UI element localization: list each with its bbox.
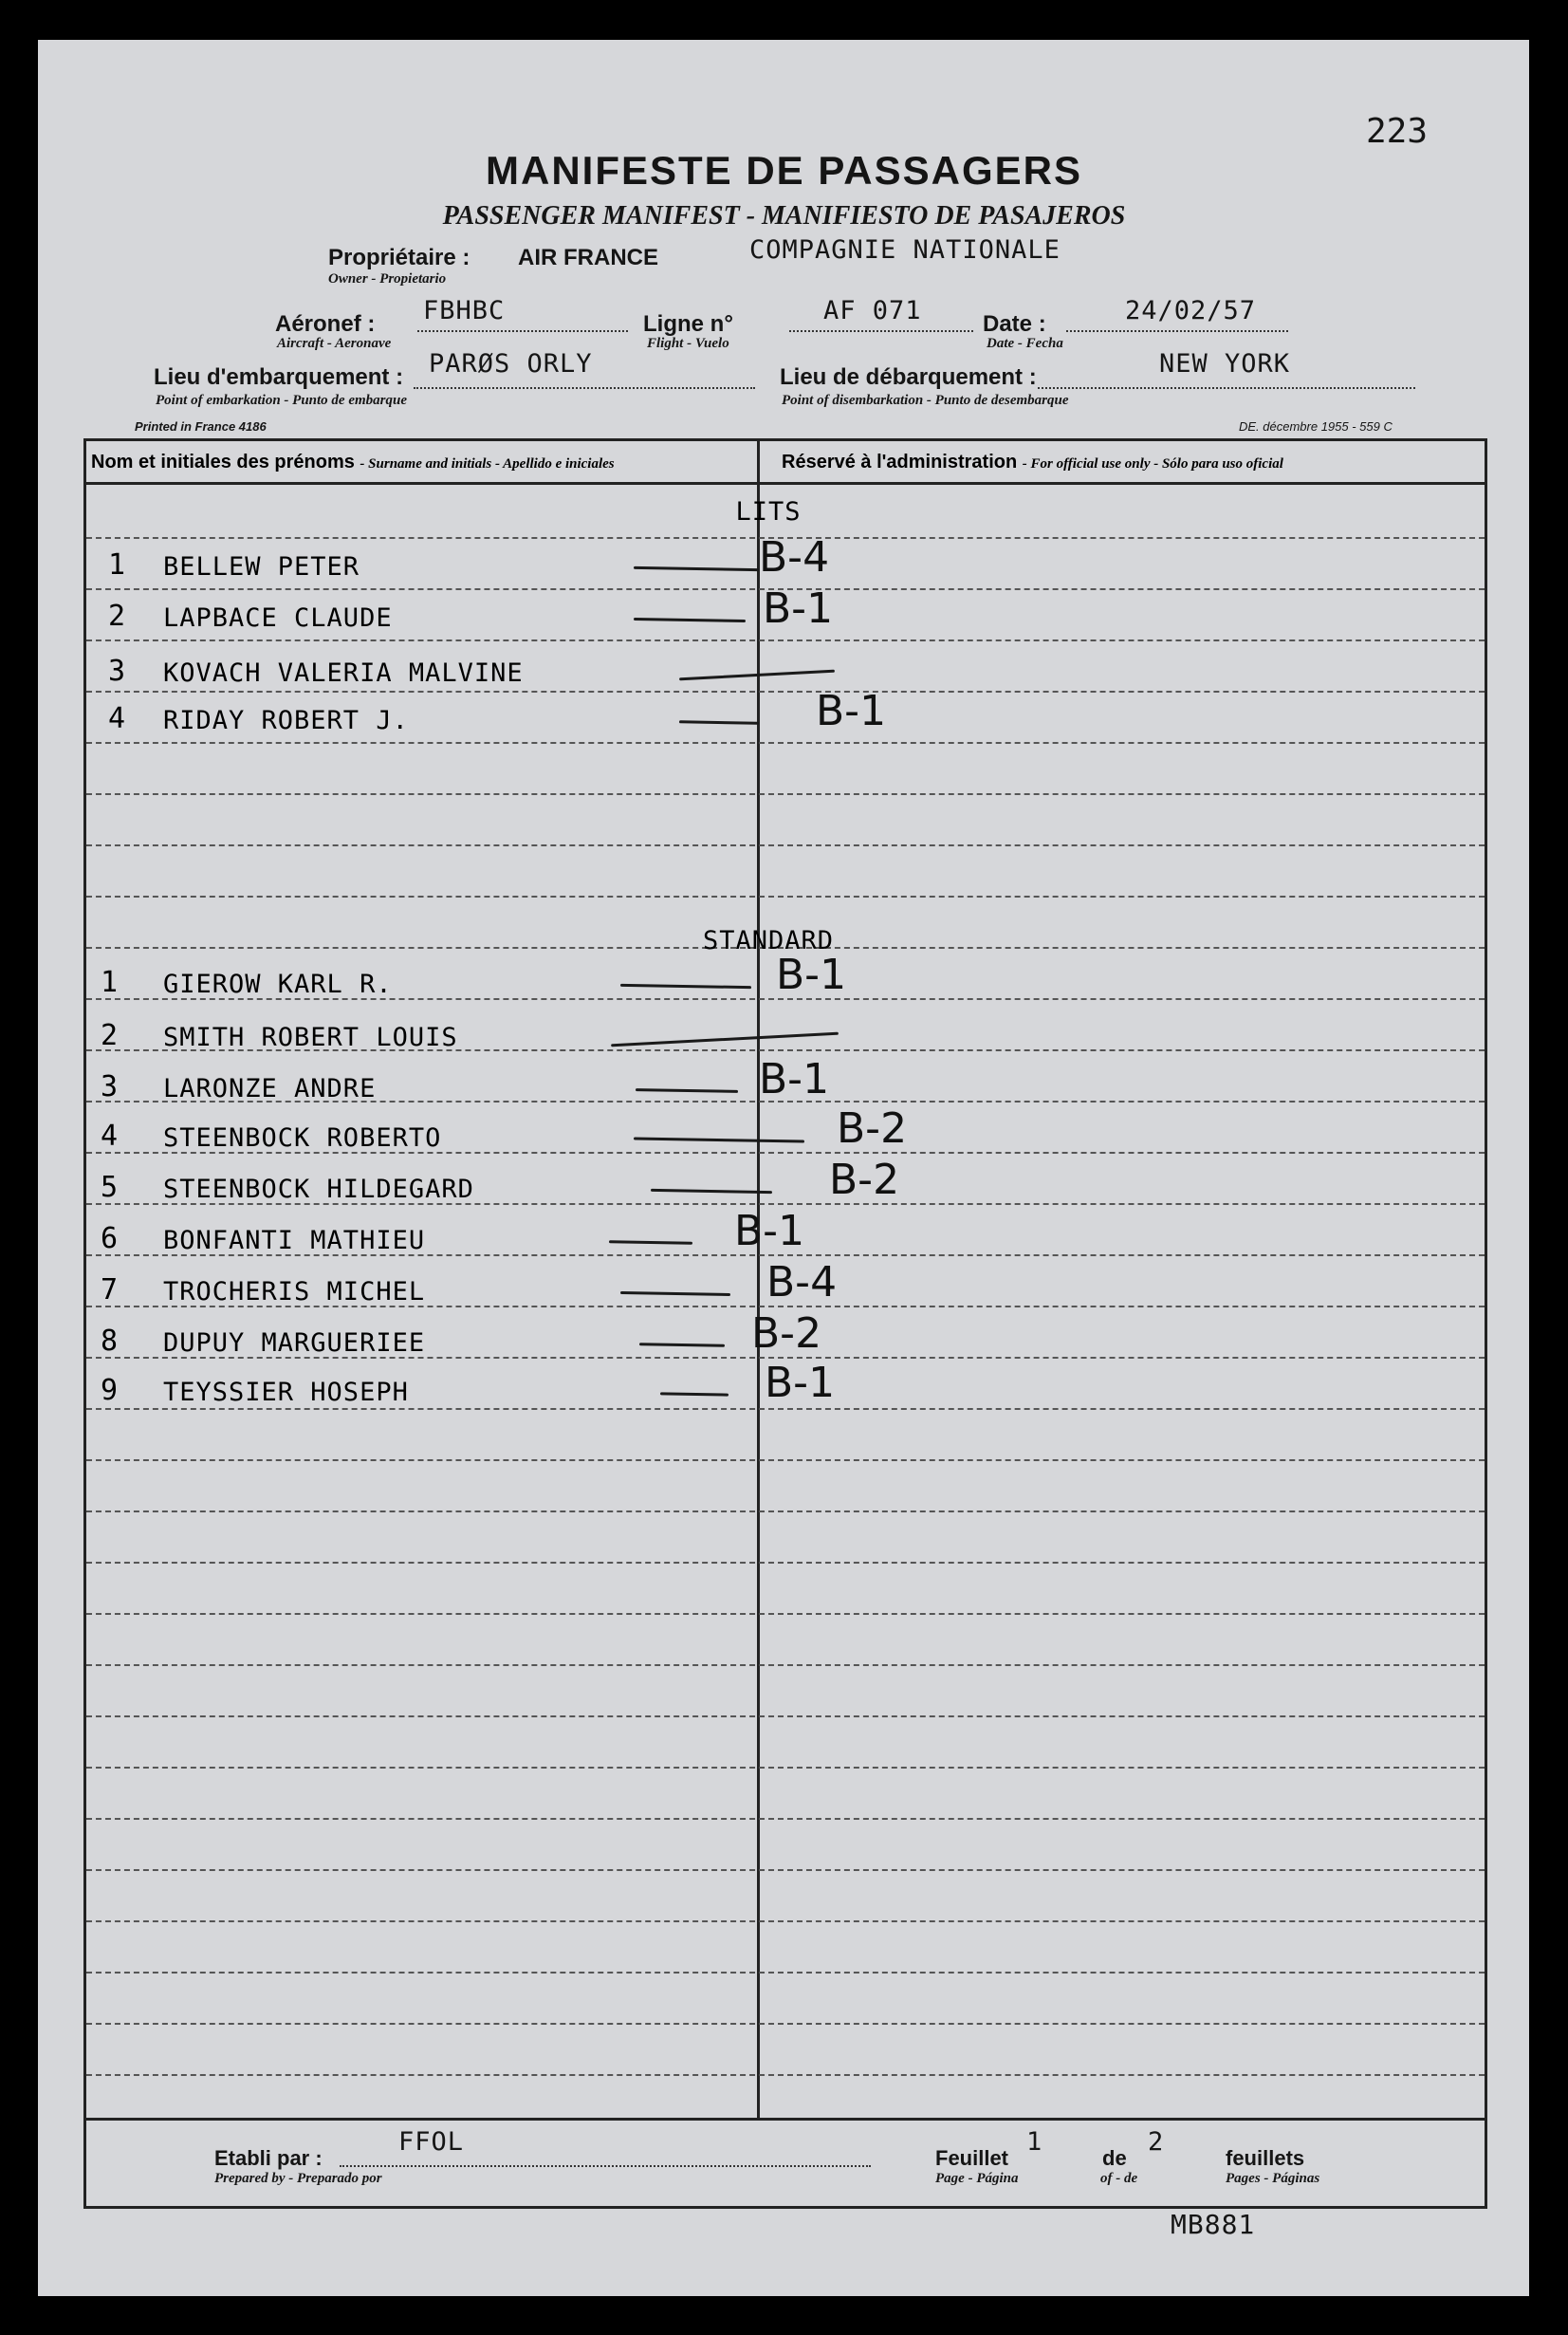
ruled-line <box>86 1613 1485 1615</box>
owner-typed-value: COMPAGNIE NATIONALE <box>749 235 1061 265</box>
passenger-name: TROCHERIS MICHEL <box>163 1277 426 1306</box>
handwritten-code: B-2 <box>751 1309 822 1358</box>
prepared-by-label: Etabli par : <box>214 2146 323 2170</box>
form-reference: DE. décembre 1955 - 559 C <box>1239 419 1393 434</box>
handwritten-code: B-1 <box>763 584 834 633</box>
passenger-name: RIDAY ROBERT J. <box>163 706 409 735</box>
printed-in-note: Printed in France 4186 <box>135 419 267 434</box>
ruled-line <box>86 1818 1485 1820</box>
date-fill-line <box>1066 330 1288 332</box>
aircraft-value: FBHBC <box>423 296 506 325</box>
passenger-number: 2 <box>101 1019 119 1052</box>
col-names-title: Nom et initiales des prénoms <box>91 452 355 473</box>
passenger-number: 2 <box>108 600 126 633</box>
ruled-line <box>86 1664 1485 1666</box>
ruled-line <box>86 1562 1485 1564</box>
ruled-line <box>86 793 1485 795</box>
ruled-line <box>86 691 1485 693</box>
ruled-line <box>86 1715 1485 1717</box>
date-label: Date : <box>983 311 1046 337</box>
ruled-line <box>86 844 1485 846</box>
archive-stamp: MB881 <box>1171 2209 1256 2240</box>
section-label: LITS <box>735 497 802 527</box>
owner-printed-value: AIR FRANCE <box>518 245 658 270</box>
owner-label: Propriétaire : <box>328 245 470 270</box>
passenger-name: STEENBOCK HILDEGARD <box>163 1175 474 1204</box>
page-number: 223 <box>1366 112 1429 151</box>
sheet-of-sub: of - de <box>1100 2171 1138 2186</box>
form-title: MANIFESTE DE PASSAGERS <box>486 148 1082 193</box>
sheet-label: Feuillet <box>935 2146 1009 2170</box>
owner-sub: Owner - Propietario <box>328 271 447 287</box>
col-names-header <box>91 452 615 473</box>
handwritten-code: B-1 <box>759 1055 830 1103</box>
disembarkation-sub: Point of disembarkation - Punto de desembarque <box>782 393 1069 408</box>
passenger-number: 3 <box>108 655 126 688</box>
sheet-total-label: feuillets <box>1226 2146 1305 2170</box>
passenger-number: 5 <box>101 1171 119 1204</box>
handwritten-code: B-1 <box>776 951 847 999</box>
ruled-line <box>86 1408 1485 1410</box>
passenger-number: 4 <box>101 1120 119 1153</box>
aircraft-fill-line <box>417 330 628 332</box>
sheet-current: 1 <box>1026 2127 1043 2157</box>
ruled-line <box>86 1920 1485 1922</box>
flight-value: AF 071 <box>823 296 922 325</box>
ruled-line <box>86 742 1485 744</box>
ruled-line <box>86 1767 1485 1769</box>
handwritten-code: B-1 <box>765 1359 836 1407</box>
passenger-number: 6 <box>101 1222 119 1255</box>
table-footer-divider <box>83 2118 1487 2121</box>
passenger-number: 1 <box>101 966 119 999</box>
prepared-by-value: FFOL <box>398 2127 465 2157</box>
handwritten-code: B-2 <box>829 1156 900 1204</box>
passenger-number: 3 <box>101 1070 119 1103</box>
ruled-line <box>86 896 1485 898</box>
aircraft-sub: Aircraft - Aeronave <box>277 336 392 351</box>
disembarkation-value: NEW YORK <box>1159 349 1291 379</box>
col-names-sub: - Surname and initials - Apellido e iniciales <box>360 456 615 472</box>
form-subtitle: PASSENGER MANIFEST - MANIFIESTO DE PASAJEROS <box>442 201 1126 231</box>
passenger-name: BONFANTI MATHIEU <box>163 1226 426 1255</box>
embarkation-label: Lieu d'embarquement : <box>154 364 404 390</box>
ruled-line <box>86 1869 1485 1871</box>
handwritten-code: B-1 <box>816 687 887 735</box>
sheet-sub: Page - Página <box>935 2171 1019 2186</box>
table-header-divider <box>83 482 1487 485</box>
section-label: STANDARD <box>702 926 835 955</box>
passenger-name: SMITH ROBERT LOUIS <box>163 1023 458 1052</box>
handwritten-code: B-4 <box>759 533 830 582</box>
handwritten-code: B-2 <box>837 1104 908 1153</box>
disembarkation-label: Lieu de débarquement : <box>780 364 1037 390</box>
sheet-of-label: de <box>1102 2146 1127 2170</box>
ruled-line <box>86 639 1485 641</box>
prepared-by-fill-line <box>340 2165 871 2167</box>
passenger-number: 1 <box>108 548 126 582</box>
flight-fill-line <box>789 330 973 332</box>
flight-sub: Flight - Vuelo <box>647 336 729 351</box>
embarkation-value: PARØS ORLY <box>429 349 593 379</box>
embarkation-sub: Point of embarkation - Punto de embarque <box>156 393 408 408</box>
sheet-total-sub: Pages - Páginas <box>1226 2171 1320 2186</box>
ruled-line <box>86 1459 1485 1461</box>
ruled-line <box>86 2023 1485 2025</box>
ruled-line <box>86 1510 1485 1512</box>
date-value: 24/02/57 <box>1125 296 1257 325</box>
embarkation-fill-line <box>414 387 755 389</box>
passenger-name: KOVACH VALERIA MALVINE <box>163 658 524 688</box>
passenger-name: TEYSSIER HOSEPH <box>163 1378 409 1407</box>
passenger-name: LARONZE ANDRE <box>163 1074 377 1103</box>
date-sub: Date - Fecha <box>987 336 1063 351</box>
ruled-line <box>86 1972 1485 1974</box>
col-admin-title: Réservé à l'administration <box>782 452 1018 473</box>
passenger-name: DUPUY MARGUERIEE <box>163 1328 426 1358</box>
prepared-by-sub: Prepared by - Preparado por <box>214 2171 382 2186</box>
handwritten-code: B-4 <box>766 1258 838 1306</box>
passenger-name: LAPBACE CLAUDE <box>163 603 393 633</box>
passenger-name: STEENBOCK ROBERTO <box>163 1123 442 1153</box>
passenger-number: 7 <box>101 1273 119 1306</box>
passenger-number: 9 <box>101 1374 119 1407</box>
passenger-name: BELLEW PETER <box>163 552 360 582</box>
ruled-line <box>86 2074 1485 2076</box>
passenger-number: 4 <box>108 702 126 735</box>
aircraft-label: Aéronef : <box>275 311 376 337</box>
handwritten-code: B-1 <box>734 1207 805 1255</box>
passenger-number: 8 <box>101 1325 119 1358</box>
disembarkation-fill-line <box>1038 387 1415 389</box>
sheet-total: 2 <box>1148 2127 1165 2157</box>
col-admin-sub: - For official use only - Sólo para uso oficial <box>1022 456 1283 472</box>
passenger-name: GIEROW KARL R. <box>163 970 393 999</box>
col-admin-header <box>782 452 1283 473</box>
flight-label: Ligne n° <box>643 311 733 337</box>
